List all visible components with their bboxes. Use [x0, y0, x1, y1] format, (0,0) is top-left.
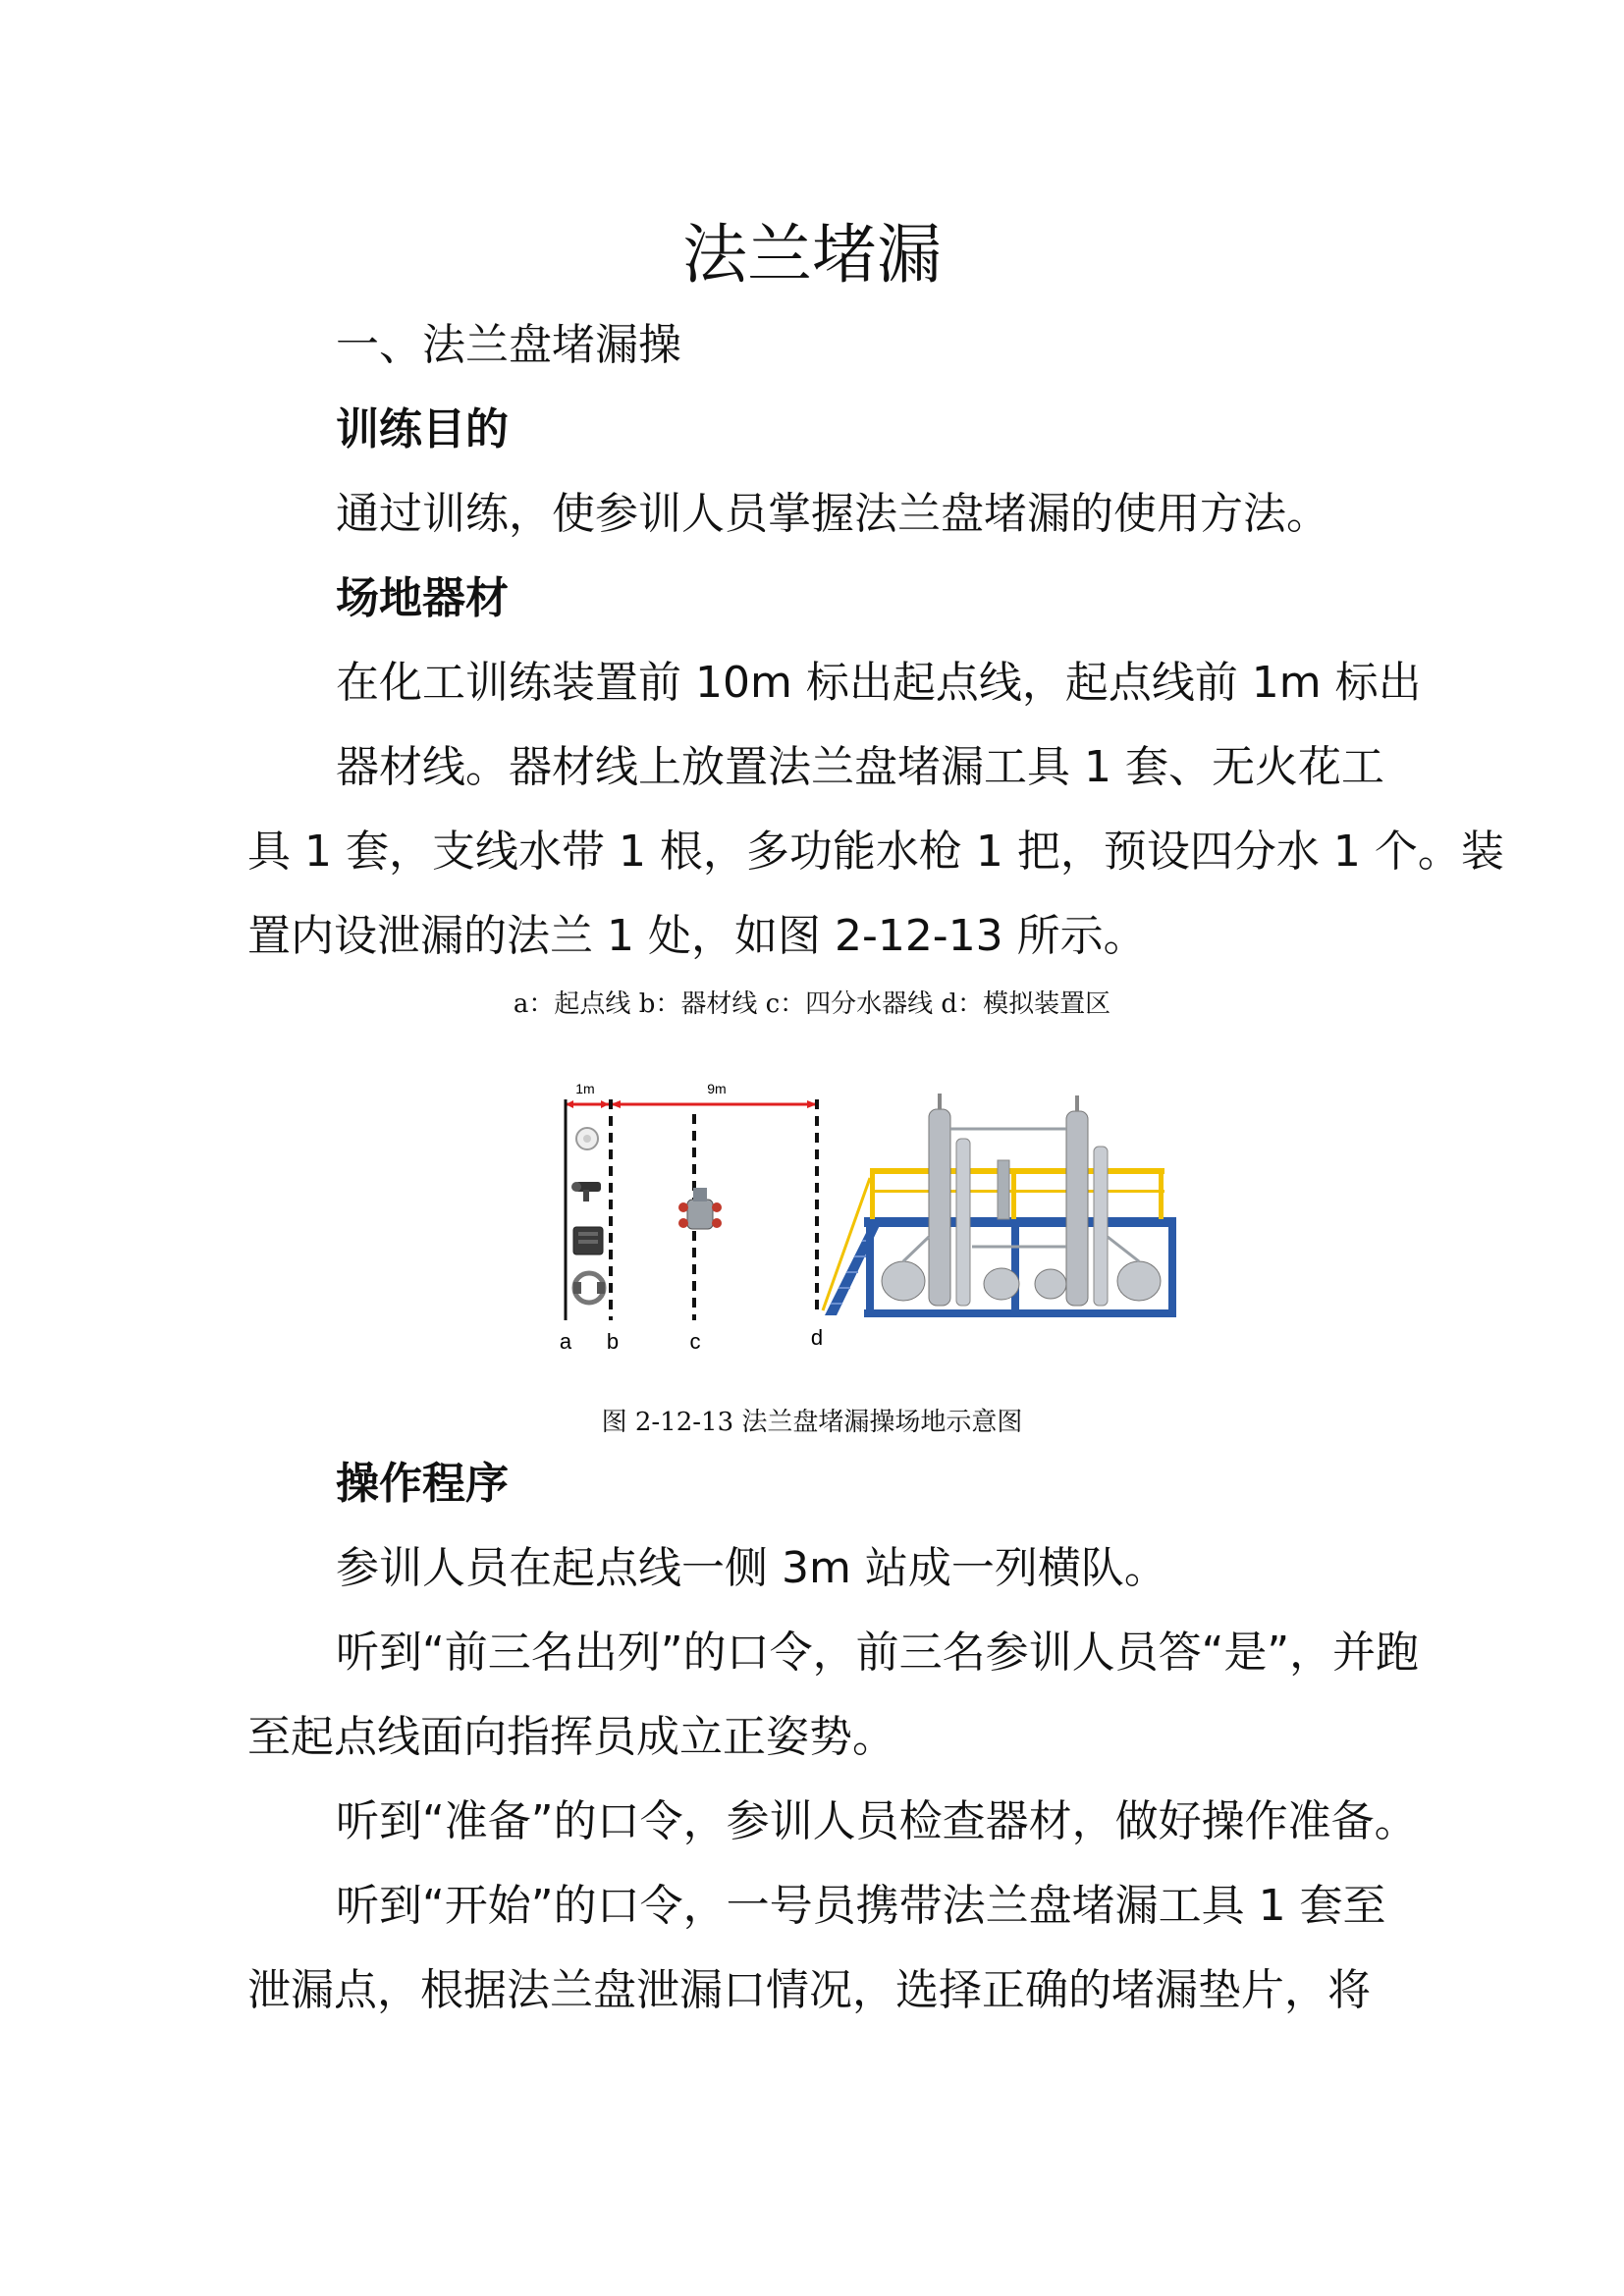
figure-legend: a：起点线 b：器材线 c：四分水器线 d：模拟装置区 — [513, 989, 1111, 1019]
dimension-1m-label: 1m — [575, 1081, 595, 1096]
toolbox-icon — [573, 1227, 603, 1255]
equipment-line: 器材线。器材线上放置法兰盘堵漏工具 1 套、无火花工 — [336, 742, 1384, 792]
procedure-line: 泄漏点，根据法兰盘泄漏口情况，选择正确的堵漏垫片，将 — [247, 1965, 1371, 2015]
procedure-line: 参训人员在起点线一侧 3m 站成一列横队。 — [336, 1543, 1167, 1593]
arrowhead — [601, 1100, 609, 1108]
procedure-line: 听到“开始”的口令，一号员携带法兰盘堵漏工具 1 套至 — [336, 1881, 1386, 1931]
water-divider-icon — [678, 1188, 722, 1229]
purpose-text: 通过训练，使参训人员掌握法兰盘堵漏的使用方法。 — [336, 489, 1329, 539]
water-nozzle-icon — [571, 1182, 601, 1201]
equipment-line: 置内设泄漏的法兰 1 处，如图 2-12-13 所示。 — [247, 911, 1147, 961]
procedure-heading: 操作程序 — [336, 1459, 509, 1509]
line-label-b: b — [606, 1329, 620, 1354]
purpose-heading: 训练目的 — [336, 404, 509, 454]
figure-caption: 图 2-12-13 法兰盘堵漏操场地示意图 — [601, 1408, 1023, 1437]
page-title: 法兰堵漏 — [682, 217, 942, 293]
procedure-line: 至起点线面向指挥员成立正姿势。 — [247, 1712, 895, 1762]
equipment-line: 在化工训练装置前 10m 标出起点线，起点线前 1m 标出 — [336, 658, 1422, 708]
procedure-line: 听到“前三名出列”的口令，前三名参训人员答“是”，并跑 — [336, 1628, 1420, 1678]
dimension-9m-label: 9m — [707, 1081, 727, 1096]
equipment-heading: 场地器材 — [336, 573, 509, 623]
hose-reel-icon — [576, 1128, 598, 1149]
section-heading: 一、法兰盘堵漏操 — [336, 320, 681, 370]
site-diagram — [550, 1070, 1188, 1364]
line-label-d: d — [810, 1325, 824, 1350]
flange-clamp-icon — [573, 1273, 605, 1303]
line-label-a: a — [559, 1329, 572, 1354]
site-diagram-svg — [550, 1070, 1188, 1364]
procedure-line: 听到“准备”的口令，参训人员检查器材，做好操作准备。 — [336, 1796, 1418, 1846]
equipment-line: 具 1 套，支线水带 1 根，多功能水枪 1 把，预设四分水 1 个。装 — [247, 827, 1504, 877]
chemical-training-rig-image — [823, 1094, 1176, 1317]
line-label-c: c — [689, 1329, 701, 1354]
